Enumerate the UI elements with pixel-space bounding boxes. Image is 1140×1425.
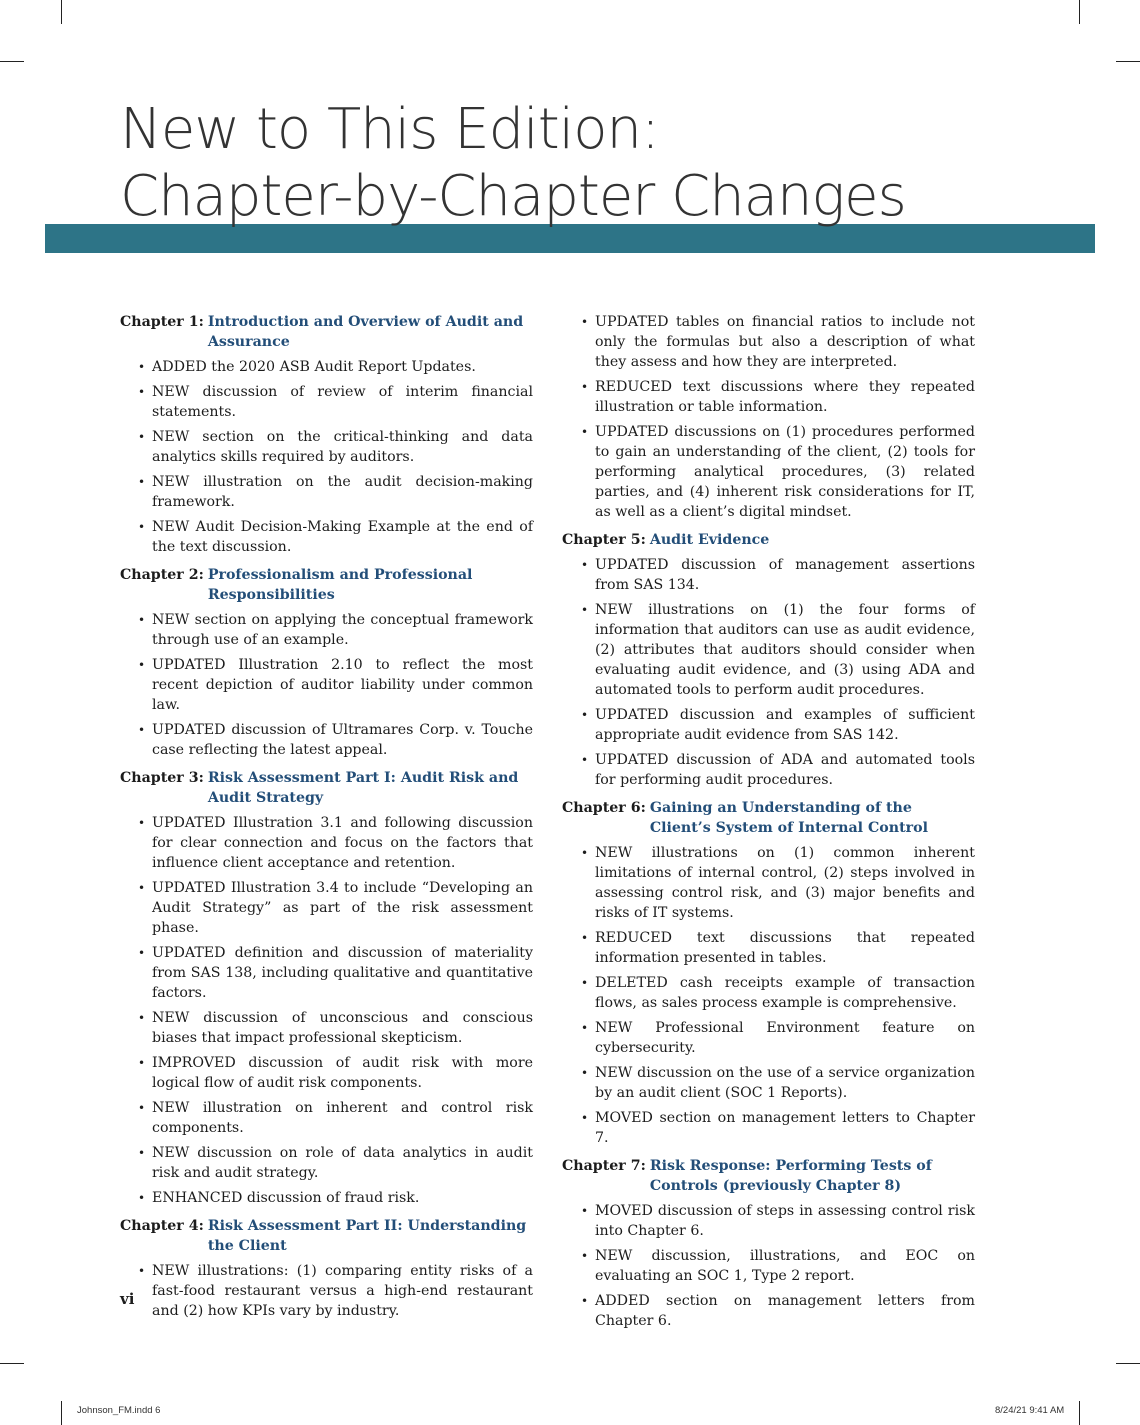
page-title [120, 96, 906, 230]
chapter-heading [562, 798, 975, 838]
chapter-heading [562, 1156, 975, 1196]
crop-mark [1116, 61, 1140, 62]
bullet-item: • UPDATED discussion and examples of sufficient appropriate audit evidence from SAS 142. [562, 705, 975, 745]
chapter-heading [120, 312, 533, 352]
bullet-item: • NEW illustration on inherent and control risk components. [120, 1098, 533, 1138]
chapter-section [120, 1216, 533, 1321]
chapter-heading [120, 565, 533, 605]
bullet-item: • ADDED the 2020 ASB Audit Report Updates. [120, 357, 533, 377]
bullet-item: • ENHANCED discussion of fraud risk. [120, 1188, 533, 1208]
slug-timestamp: 8/24/21 9:41 AM [995, 1405, 1065, 1416]
chapter-title: Gaining an Understanding of the Client’s System of Internal Control [649, 800, 928, 836]
bullet-item: • UPDATED discussions on (1) procedures performed to gain an understanding of the client, (2) tools for performing analytical procedures, (3) related parties, and (4) inherent risk considerations for IT, as well as a client’s digital mindset. [562, 422, 975, 522]
crop-mark [61, 1401, 62, 1425]
bullet-item: • DELETED cash receipts example of transaction flows, as sales process example is comprehensive. [562, 973, 975, 1013]
bullet-item: • UPDATED Illustration 2.10 to reflect the most recent depiction of auditor liability under common law. [120, 655, 533, 715]
bullet-item: • ADDED section on management letters from Chapter 6. [562, 1291, 975, 1331]
crop-mark [0, 1363, 24, 1364]
crop-mark [1079, 0, 1080, 24]
bullet-list [562, 1201, 975, 1331]
bullet-list [562, 312, 975, 522]
bullet-list [120, 610, 533, 760]
bullet-item: • UPDATED discussion of ADA and automated tools for performing audit procedures. [562, 750, 975, 790]
bullet-item: • REDUCED text discussions where they repeated illustration or table information. [562, 377, 975, 417]
bullet-item: • MOVED discussion of steps in assessing control risk into Chapter 6. [562, 1201, 975, 1241]
crop-mark [61, 0, 62, 24]
chapter-heading [120, 768, 533, 808]
page-number: vi [120, 1290, 135, 1308]
chapter-label: Chapter 3: [120, 770, 204, 786]
chapter-title: Introduction and Overview of Audit and Assurance [207, 314, 524, 350]
crop-mark [1116, 1363, 1140, 1364]
bullet-item: • MOVED section on management letters to Chapter 7. [562, 1108, 975, 1148]
bullet-item: • NEW illustrations on (1) the four forms of information that auditors can use as audit evidence, (2) attributes that auditors should consider when evaluating audit evidence, and (3) using ADA and automated tools to perform audit procedures. [562, 600, 975, 700]
bullet-list [562, 843, 975, 1148]
bullet-item: • UPDATED Illustration 3.1 and following discussion for clear connection and focus on the factors that influence client acceptance and retention. [120, 813, 533, 873]
bullet-item: • UPDATED discussion of management assertions from SAS 134. [562, 555, 975, 595]
chapter-label: Chapter 7: [562, 1158, 646, 1174]
chapter-section [562, 798, 975, 1148]
bullet-item: • NEW illustrations on (1) common inherent limitations of internal control, (2) steps involved in assessing control risk, and (3) major benefits and risks of IT systems. [562, 843, 975, 923]
bullet-item: • NEW discussion of review of interim financial statements. [120, 382, 533, 422]
chapter-title: Risk Response: Performing Tests of Controls (previously Chapter 8) [649, 1158, 932, 1194]
bullet-item: • NEW section on the critical-thinking and data analytics skills required by auditors. [120, 427, 533, 467]
bullet-item: • UPDATED Illustration 3.4 to include “Developing an Audit Strategy” as part of the risk assessment phase. [120, 878, 533, 938]
bullet-item: • UPDATED tables on financial ratios to include not only the formulas but also a description of what they assess and how they are interpreted. [562, 312, 975, 372]
bullet-item: • NEW discussion on role of data analytics in audit risk and audit strategy. [120, 1143, 533, 1183]
crop-mark [0, 61, 24, 62]
left-column [120, 312, 533, 1329]
page-title-line-1: New to This Edition: [120, 97, 659, 162]
chapter-title: Audit Evidence [649, 532, 770, 548]
bullet-list [120, 813, 533, 1208]
chapter-section [120, 768, 533, 1208]
chapter-label: Chapter 5: [562, 532, 646, 548]
bullet-item: • UPDATED definition and discussion of materiality from SAS 138, including qualitative and quantitative factors. [120, 943, 533, 1003]
chapter-label: Chapter 6: [562, 800, 646, 816]
chapter-section [562, 312, 975, 522]
bullet-item: • NEW illustrations: (1) comparing entity risks of a fast-food restaurant versus a high-end restaurant and (2) how KPIs vary by industry. [120, 1261, 533, 1321]
bullet-item: • NEW discussion on the use of a service organization by an audit client (SOC 1 Reports). [562, 1063, 975, 1103]
chapter-label: Chapter 4: [120, 1218, 204, 1234]
chapter-heading [562, 530, 975, 550]
bullet-item: • NEW discussion, illustrations, and EOC on evaluating an SOC 1, Type 2 report. [562, 1246, 975, 1286]
page-title-line-2: Chapter-by-Chapter Changes [120, 164, 906, 229]
bullet-item: • IMPROVED discussion of audit risk with more logical flow of audit risk components. [120, 1053, 533, 1093]
chapter-title: Risk Assessment Part I: Audit Risk and Audit Strategy [207, 770, 519, 806]
chapter-section [120, 565, 533, 760]
slug-filename: Johnson_FM.indd 6 [77, 1405, 161, 1416]
bullet-item: • NEW section on applying the conceptual framework through use of an example. [120, 610, 533, 650]
bullet-item: • UPDATED discussion of Ultramares Corp. v. Touche case reflecting the latest appeal. [120, 720, 533, 760]
bullet-list [562, 555, 975, 790]
chapter-section [120, 312, 533, 557]
bullet-item: • NEW Professional Environment feature on cybersecurity. [562, 1018, 975, 1058]
bullet-item: • NEW illustration on the audit decision-making framework. [120, 472, 533, 512]
bullet-item: • NEW Audit Decision-Making Example at the end of the text discussion. [120, 517, 533, 557]
chapter-section [562, 1156, 975, 1331]
chapter-heading [120, 1216, 533, 1256]
chapter-label: Chapter 2: [120, 567, 204, 583]
bullet-list [120, 1261, 533, 1321]
right-column [562, 312, 975, 1339]
crop-mark [1079, 1401, 1080, 1425]
bullet-item: • NEW discussion of unconscious and conscious biases that impact professional skepticism. [120, 1008, 533, 1048]
chapter-section [562, 530, 975, 790]
chapter-title: Professionalism and Professional Responsibilities [207, 567, 473, 603]
chapter-title: Risk Assessment Part II: Understanding the Client [207, 1218, 527, 1254]
chapter-label: Chapter 1: [120, 314, 204, 330]
bullet-list [120, 357, 533, 557]
bullet-item: • REDUCED text discussions that repeated information presented in tables. [562, 928, 975, 968]
